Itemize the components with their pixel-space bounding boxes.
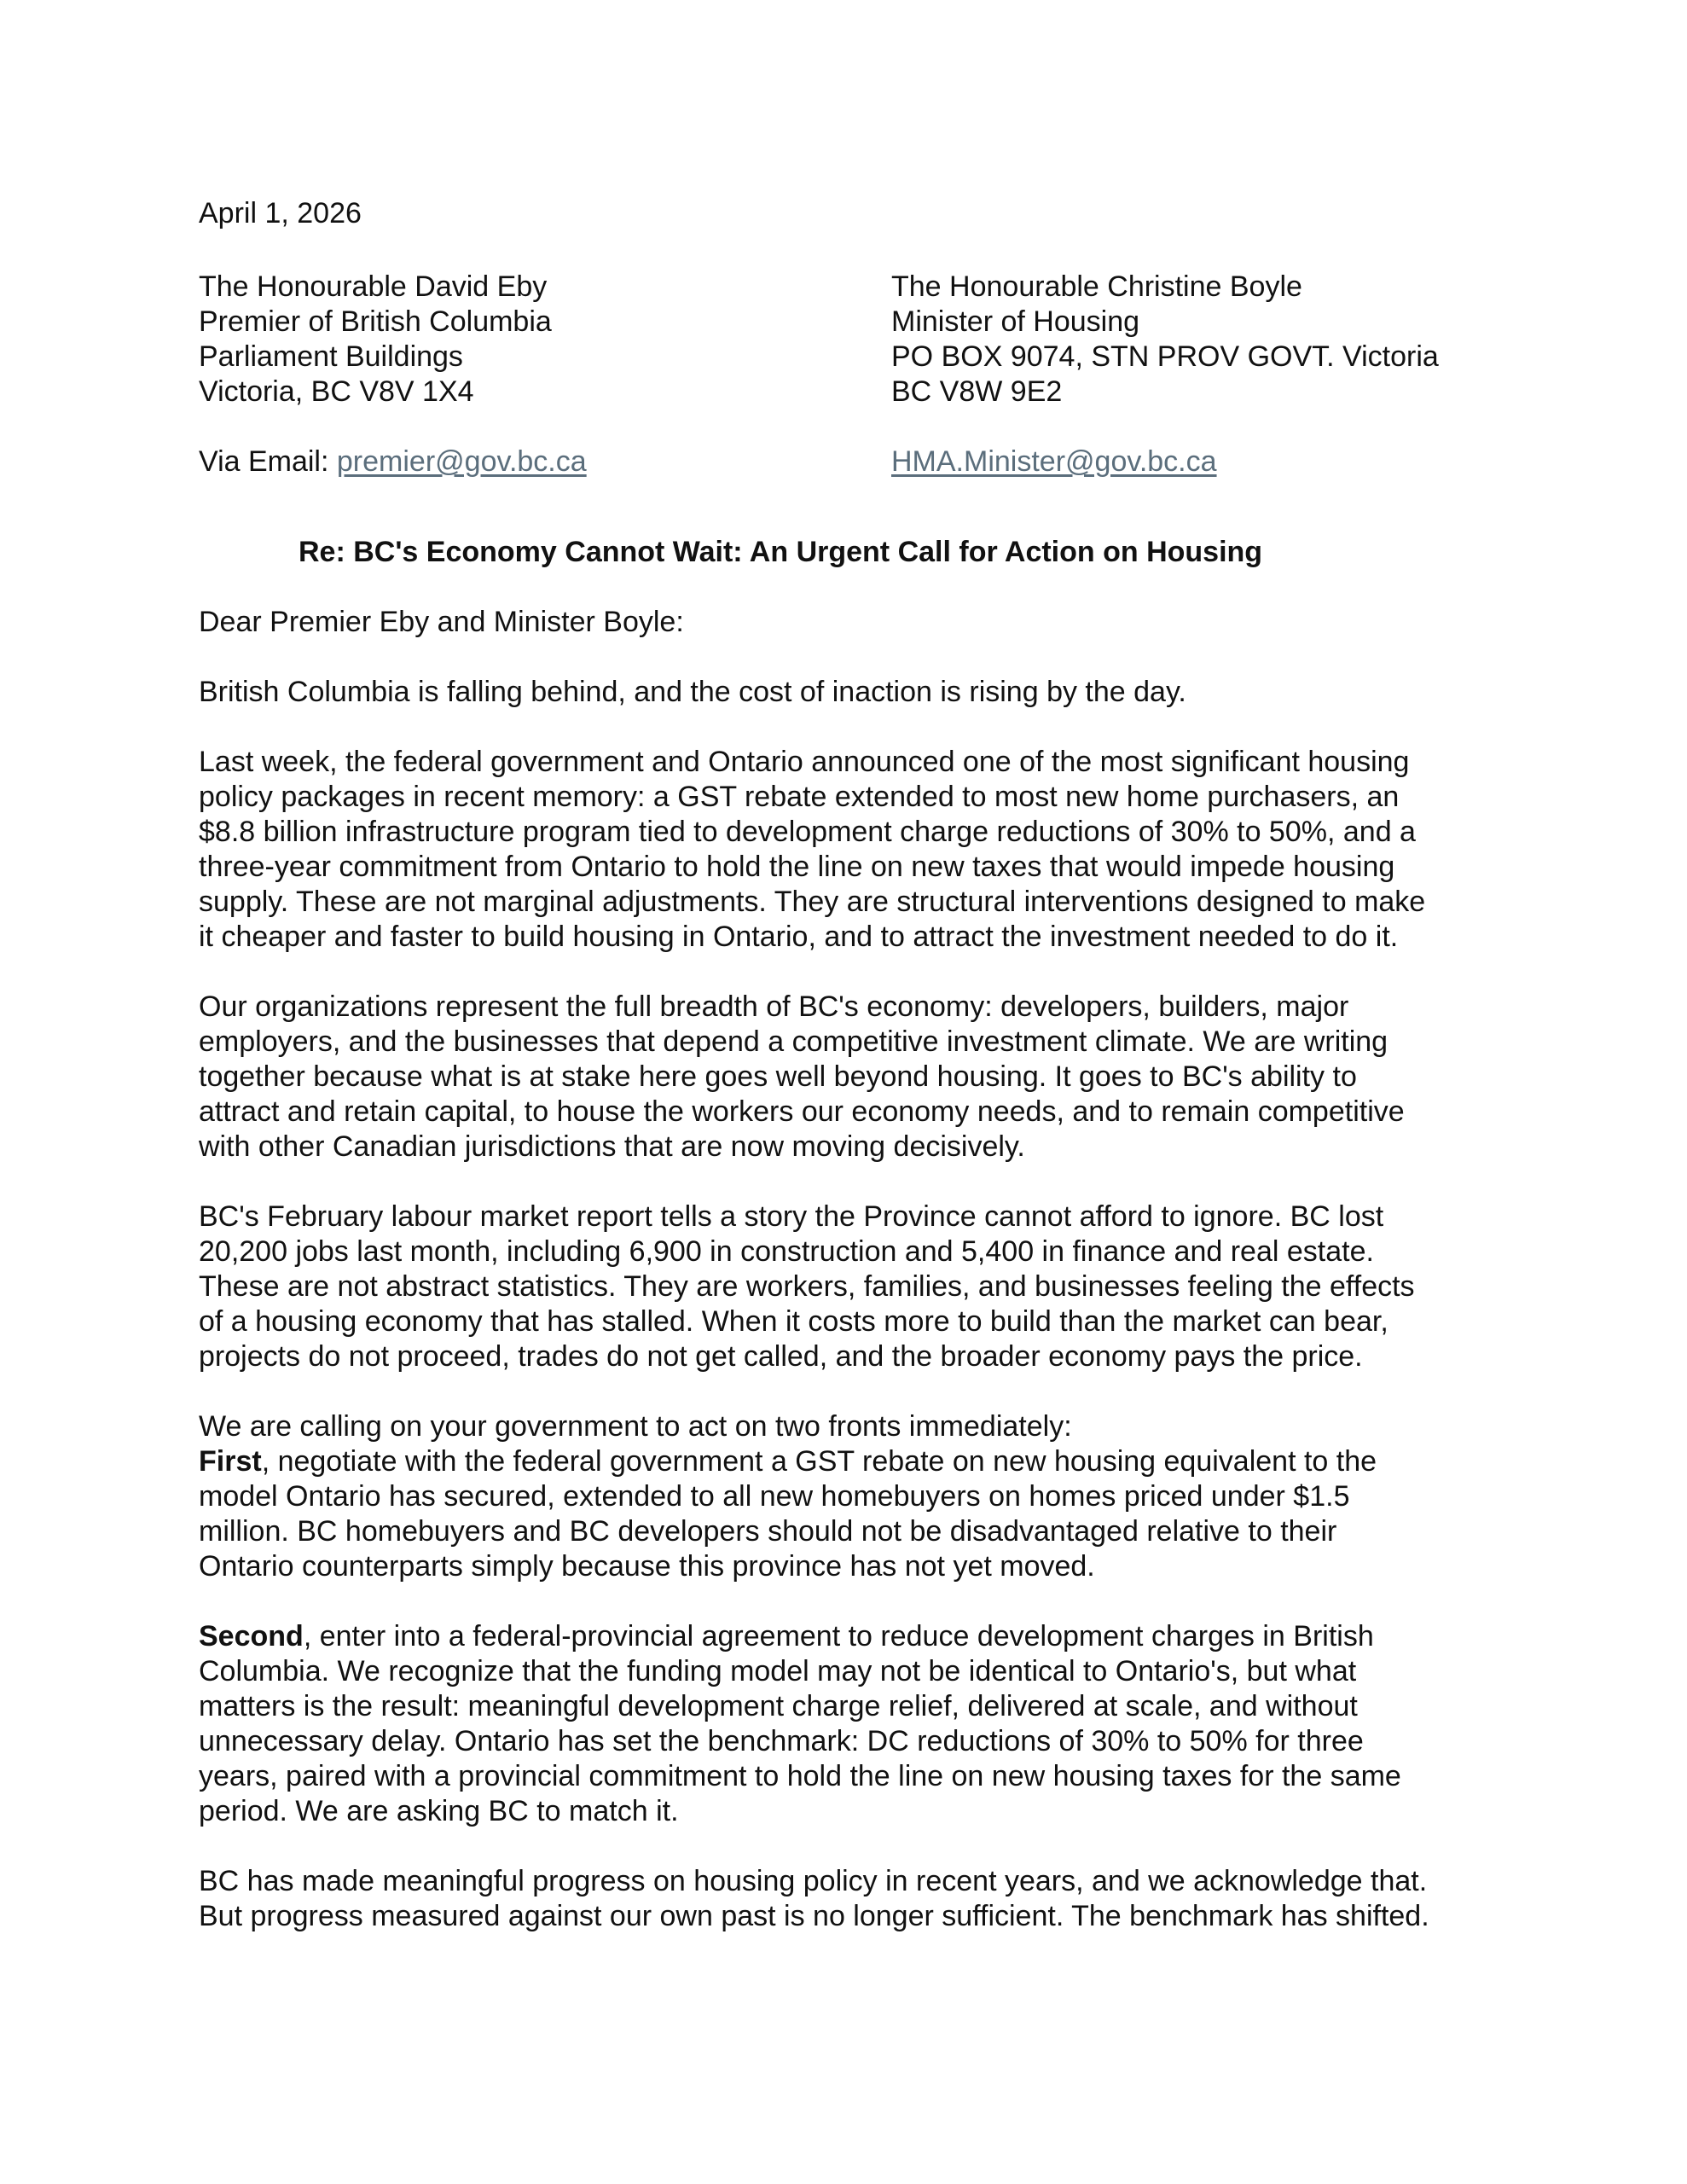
text-line: together because what is at stake here goes well beyond housing. It goes to BC's ability to	[199, 1060, 1357, 1093]
text-line: of a housing economy that has stalled. When it costs more to build than the market can bear,	[199, 1305, 1388, 1338]
paragraph-labour-market	[199, 1199, 1504, 1374]
text-line: Columbia. We recognize that the funding model may not be identical to Ontario's, but what	[199, 1655, 1357, 1687]
text-line: three-year commitment from Ontario to hold the line on new taxes that would impede housing	[199, 851, 1395, 883]
text-line: BC has made meaningful progress on housing policy in recent years, and we acknowledge that.	[199, 1865, 1428, 1897]
text-line: These are not abstract statistics. They are workers, families, and businesses feeling the effects	[199, 1270, 1415, 1303]
subject-line: Re: BC's Economy Cannot Wait: An Urgent Call for Action on Housing	[299, 536, 1263, 568]
address-line: Parliament Buildings	[199, 340, 463, 373]
recipient-premier	[199, 270, 891, 479]
address-line: Premier of British Columbia	[199, 305, 552, 338]
text-line: Our organizations represent the full breadth of BC's economy: developers, builders, major	[199, 990, 1349, 1023]
recipient-minister	[891, 270, 1504, 479]
text-line: model Ontario has secured, extended to all new homebuyers on homes priced under $1.5	[199, 1480, 1350, 1513]
text-line: BC's February labour market report tells a story the Province cannot afford to ignore. BC lost	[199, 1200, 1384, 1233]
second-line-rest: , enter into a federal-provincial agreement to reduce development charges in British	[303, 1620, 1374, 1653]
text-line: $8.8 billion infrastructure program tied to development charge reductions of 30% to 50%, and a	[199, 816, 1416, 848]
address-line: The Honourable Christine Boyle	[891, 270, 1302, 303]
address-line: BC V8W 9E2	[891, 375, 1063, 408]
text-line: projects do not proceed, trades do not get called, and the broader economy pays the price.	[199, 1340, 1363, 1373]
first-lead: First	[199, 1445, 262, 1478]
paragraph-second-front	[199, 1619, 1504, 1829]
text-line: Ontario counterparts simply because this province has not yet moved.	[199, 1550, 1095, 1583]
minister-email-link[interactable]: HMA.Minister@gov.bc.ca	[891, 445, 1217, 478]
text-line: 20,200 jobs last month, including 6,900 in construction and 5,400 in finance and real estate.	[199, 1235, 1374, 1268]
text-line: it cheaper and faster to build housing in Ontario, and to attract the investment needed to do it.	[199, 921, 1399, 953]
text-line: years, paired with a provincial commitment to hold the line on new housing taxes for the same	[199, 1760, 1401, 1792]
text-line: million. BC homebuyers and BC developers should not be disadvantaged relative to their	[199, 1515, 1337, 1548]
text-line	[199, 1619, 1504, 1654]
paragraph-organizations	[199, 990, 1504, 1165]
text-line: We are calling on your government to act on two fronts immediately:	[199, 1410, 1072, 1443]
letter-page	[199, 196, 1504, 1934]
text-line: But progress measured against our own past is no longer sufficient. The benchmark has shifted.	[199, 1900, 1429, 1932]
text-line	[199, 1444, 1504, 1479]
text-line: British Columbia is falling behind, and the cost of inaction is rising by the day.	[199, 676, 1186, 708]
recipient-addresses	[199, 270, 1504, 479]
minister-email-row	[891, 444, 1504, 479]
letter-date: April 1, 2026	[199, 197, 362, 229]
paragraph-call-to-action	[199, 1409, 1504, 1444]
text-line: matters is the result: meaningful development charge relief, delivered at scale, and without	[199, 1690, 1358, 1722]
text-line: Last week, the federal government and Ontario announced one of the most significant housing	[199, 746, 1410, 778]
paragraph-progress	[199, 1864, 1504, 1934]
address-line: The Honourable David Eby	[199, 270, 548, 303]
paragraph-first-front	[199, 1444, 1504, 1584]
address-line: Minister of Housing	[891, 305, 1140, 338]
second-lead: Second	[199, 1620, 304, 1653]
address-line: Victoria, BC V8V 1X4	[199, 375, 474, 408]
address-line: PO BOX 9074, STN PROV GOVT. Victoria	[891, 340, 1439, 373]
text-line: period. We are asking BC to match it.	[199, 1795, 679, 1827]
salutation: Dear Premier Eby and Minister Boyle:	[199, 606, 684, 638]
text-line: with other Canadian jurisdictions that are now moving decisively.	[199, 1130, 1025, 1163]
premier-email-row	[199, 444, 891, 479]
text-line: supply. These are not marginal adjustments. They are structural interventions designed to make	[199, 886, 1426, 918]
paragraph-federal-ontario	[199, 745, 1504, 955]
via-email-label: Via Email:	[199, 445, 337, 478]
text-line: policy packages in recent memory: a GST rebate extended to most new home purchasers, an	[199, 781, 1400, 813]
text-line: attract and retain capital, to house the workers our economy needs, and to remain competitive	[199, 1095, 1405, 1128]
text-line: unnecessary delay. Ontario has set the benchmark: DC reductions of 30% to 50% for three	[199, 1725, 1364, 1757]
paragraph-intro	[199, 675, 1504, 710]
premier-email-link[interactable]: premier@gov.bc.ca	[336, 445, 587, 478]
text-line: employers, and the businesses that depend a competitive investment climate. We are writing	[199, 1025, 1388, 1058]
first-line-rest: , negotiate with the federal government a GST rebate on new housing equivalent to the	[261, 1445, 1377, 1478]
